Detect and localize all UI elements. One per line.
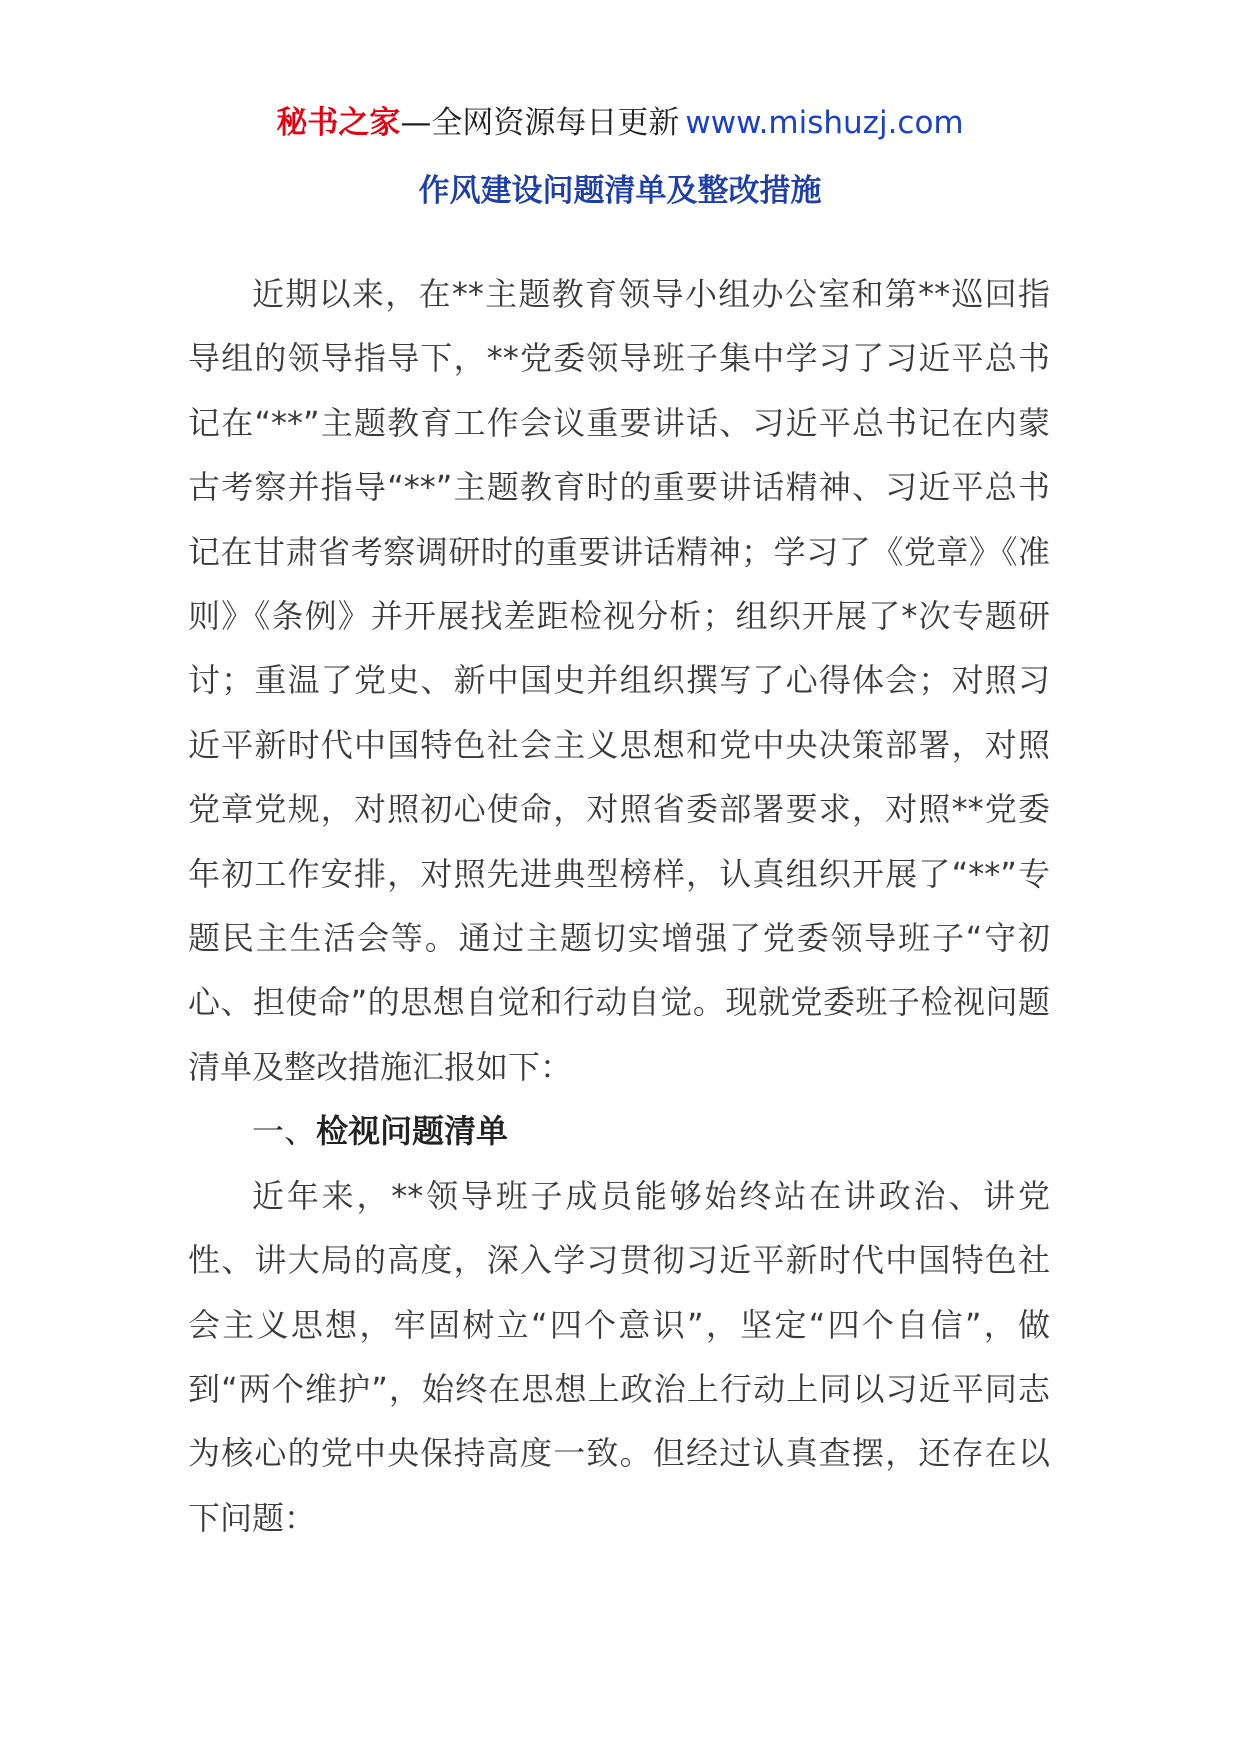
section-heading xyxy=(188,1099,1050,1163)
intro-paragraph: 近期以来，在**主题教育领导小组办公室和第**巡回指导组的领导指导下，**党委领导班子集中学习了习近平总书记在“**”主题教育工作会议重要讲话、习近平总书记在内蒙古考察并指导“**”主题教育时的重要讲话精神、习近平总书记在甘肃省考察调研时的重要讲话精神；学习了《党章》《准则》《条例》并开展找差距检视分析；组织开展了*次专题研讨；重温了党史、新中国史并组织撰写了心得体会；对照习近平新时代中国特色社会主义思想和党中央决策部署，对照党章党规，对照初心使命，对照省委部署要求，对照**党委年初工作安排，对照先进典型榜样，认真组织开展了“**”专题民主生活会等。通过主题切实增强了党委领导班子“守初心、担使命”的思想自觉和行动自觉。现就党委班子检视问题清单及整改措施汇报如下： xyxy=(188,275,1050,1086)
document-title: 作风建设问题清单及整改措施 xyxy=(418,173,822,209)
header-slogan: —全网资源每日更新 xyxy=(400,105,680,141)
site-header xyxy=(0,98,1240,148)
site-url-link[interactable]: www.mishuzj.com xyxy=(685,105,964,141)
section-paragraph: 近年来，**领导班子成员能够始终站在讲政治、讲党性、讲大局的高度，深入学习贯彻习近平新时代中国特色社会主义思想，牢固树立“四个意识”，坚定“四个自信”，做到“两个维护”，始终在思想上政治上行动上同以习近平同志为核心的党中央保持高度一致。但经过认真查摆，还存在以下问题： xyxy=(188,1176,1050,1537)
section-title: 检视问题清单 xyxy=(316,1112,509,1151)
document-body xyxy=(188,262,1050,1550)
section-number: 一、 xyxy=(252,1112,317,1151)
brand-name: 秘书之家 xyxy=(276,105,401,141)
